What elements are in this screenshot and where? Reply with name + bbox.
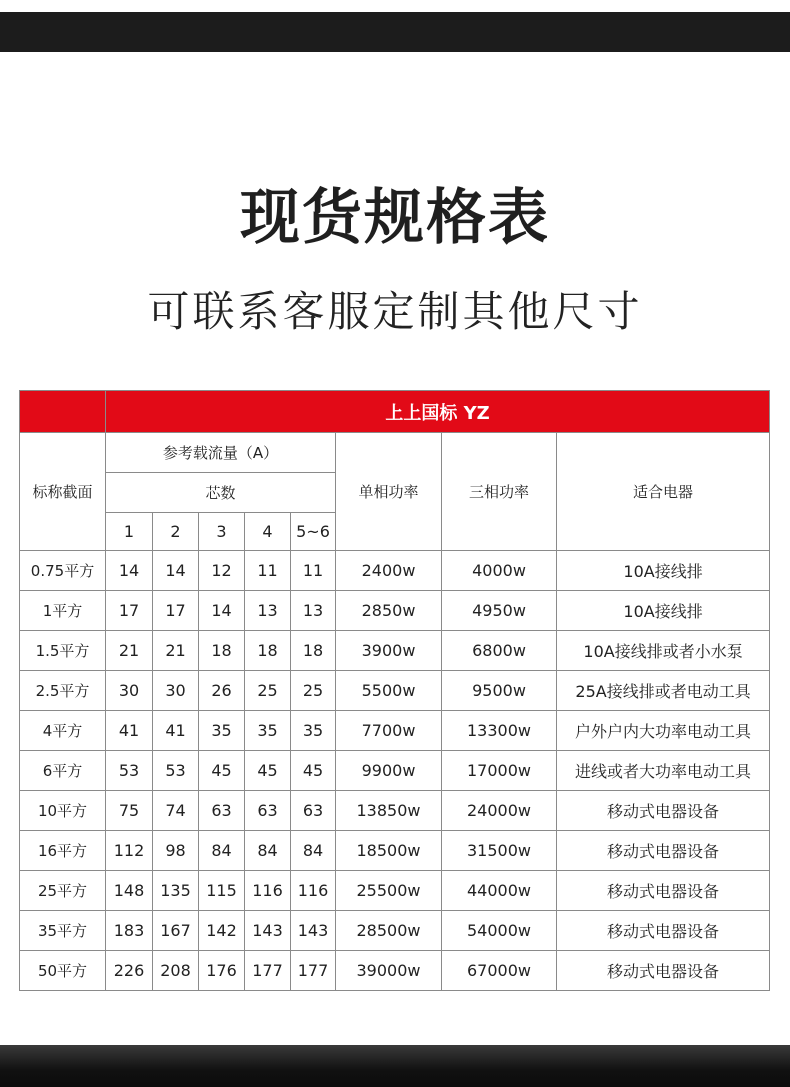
single-phase-cell: 39000w: [336, 951, 442, 991]
table-row: [20, 671, 770, 711]
section-cell: 1.5平方: [20, 631, 106, 671]
current-cell: 17: [153, 591, 199, 631]
current-cell: 143: [291, 911, 336, 951]
current-cell: 63: [199, 791, 245, 831]
current-cell: 12: [199, 551, 245, 591]
current-cell: 30: [153, 671, 199, 711]
appliance-cell: 10A接线排: [557, 591, 770, 631]
page-subtitle: 可联系客服定制其他尺寸: [147, 287, 643, 336]
current-cell: 112: [106, 831, 153, 871]
brand-header-row: [20, 391, 770, 433]
current-cell: 45: [291, 751, 336, 791]
current-cell: 63: [291, 791, 336, 831]
section-cell: 2.5平方: [20, 671, 106, 711]
single-phase-cell: 9900w: [336, 751, 442, 791]
appliance-cell: 25A接线排或者电动工具: [557, 671, 770, 711]
current-cell: 116: [291, 871, 336, 911]
current-cell: 53: [106, 751, 153, 791]
core-count: 1: [106, 513, 153, 551]
current-cell: 143: [245, 911, 291, 951]
current-cell: 177: [245, 951, 291, 991]
table-row: [20, 711, 770, 751]
current-cell: 18: [245, 631, 291, 671]
current-header: 参考载流量（A）: [106, 433, 336, 473]
table-row: [20, 951, 770, 991]
brand-header: 上上国标 YZ: [106, 391, 770, 433]
section-cell: 10平方: [20, 791, 106, 831]
appliance-cell: 10A接线排或者小水泵: [557, 631, 770, 671]
three-phase-header: 三相功率: [442, 433, 557, 551]
current-cell: 135: [153, 871, 199, 911]
three-phase-cell: 24000w: [442, 791, 557, 831]
appliance-cell: 进线或者大功率电动工具: [557, 751, 770, 791]
table-row: [20, 591, 770, 631]
current-cell: 98: [153, 831, 199, 871]
three-phase-cell: 6800w: [442, 631, 557, 671]
single-phase-cell: 3900w: [336, 631, 442, 671]
current-cell: 84: [199, 831, 245, 871]
current-cell: 30: [106, 671, 153, 711]
table-row: [20, 551, 770, 591]
current-cell: 21: [106, 631, 153, 671]
current-cell: 45: [199, 751, 245, 791]
current-cell: 208: [153, 951, 199, 991]
current-cell: 84: [245, 831, 291, 871]
table-row: [20, 631, 770, 671]
single-phase-header: 单相功率: [336, 433, 442, 551]
appliance-cell: 10A接线排: [557, 551, 770, 591]
single-phase-cell: 25500w: [336, 871, 442, 911]
three-phase-cell: 9500w: [442, 671, 557, 711]
current-cell: 75: [106, 791, 153, 831]
top-dark-bar: [0, 0, 790, 52]
current-cell: 13: [245, 591, 291, 631]
appliance-cell: 户外户内大功率电动工具: [557, 711, 770, 751]
current-cell: 63: [245, 791, 291, 831]
single-phase-cell: 2400w: [336, 551, 442, 591]
current-cell: 53: [153, 751, 199, 791]
current-cell: 148: [106, 871, 153, 911]
section-cell: 16平方: [20, 831, 106, 871]
three-phase-cell: 4950w: [442, 591, 557, 631]
current-cell: 116: [245, 871, 291, 911]
current-cell: 25: [291, 671, 336, 711]
cores-header: 芯数: [106, 473, 336, 513]
single-phase-cell: 5500w: [336, 671, 442, 711]
current-cell: 35: [199, 711, 245, 751]
three-phase-cell: 4000w: [442, 551, 557, 591]
current-cell: 14: [106, 551, 153, 591]
current-cell: 14: [199, 591, 245, 631]
current-cell: 74: [153, 791, 199, 831]
three-phase-cell: 67000w: [442, 951, 557, 991]
three-phase-cell: 31500w: [442, 831, 557, 871]
section-cell: 6平方: [20, 751, 106, 791]
appliance-cell: 移动式电器设备: [557, 791, 770, 831]
three-phase-cell: 54000w: [442, 911, 557, 951]
current-cell: 167: [153, 911, 199, 951]
table-row: [20, 831, 770, 871]
section-cell: 1平方: [20, 591, 106, 631]
single-phase-cell: 18500w: [336, 831, 442, 871]
current-cell: 183: [106, 911, 153, 951]
current-cell: 41: [106, 711, 153, 751]
current-cell: 25: [245, 671, 291, 711]
section-cell: 35平方: [20, 911, 106, 951]
single-phase-cell: 7700w: [336, 711, 442, 751]
table-row: [20, 751, 770, 791]
current-cell: 177: [291, 951, 336, 991]
core-count: 4: [245, 513, 291, 551]
section-cell: 50平方: [20, 951, 106, 991]
table-row: [20, 911, 770, 951]
section-cell: 4平方: [20, 711, 106, 751]
current-cell: 18: [199, 631, 245, 671]
header-row-current: [20, 433, 770, 473]
current-cell: 26: [199, 671, 245, 711]
current-cell: 41: [153, 711, 199, 751]
current-cell: 45: [245, 751, 291, 791]
current-cell: 11: [245, 551, 291, 591]
current-cell: 14: [153, 551, 199, 591]
current-cell: 176: [199, 951, 245, 991]
spec-table: [19, 390, 770, 991]
core-count: 5~6: [291, 513, 336, 551]
current-cell: 35: [245, 711, 291, 751]
core-count: 3: [199, 513, 245, 551]
current-cell: 21: [153, 631, 199, 671]
section-header: 标称截面: [20, 433, 106, 551]
appliance-cell: 移动式电器设备: [557, 911, 770, 951]
current-cell: 226: [106, 951, 153, 991]
current-cell: 115: [199, 871, 245, 911]
appliance-header: 适合电器: [557, 433, 770, 551]
table-row: [20, 871, 770, 911]
current-cell: 142: [199, 911, 245, 951]
current-cell: 84: [291, 831, 336, 871]
current-cell: 18: [291, 631, 336, 671]
page-title: 现货规格表: [240, 183, 550, 253]
table-row: [20, 791, 770, 831]
single-phase-cell: 28500w: [336, 911, 442, 951]
single-phase-cell: 13850w: [336, 791, 442, 831]
single-phase-cell: 2850w: [336, 591, 442, 631]
three-phase-cell: 44000w: [442, 871, 557, 911]
current-cell: 11: [291, 551, 336, 591]
current-cell: 17: [106, 591, 153, 631]
appliance-cell: 移动式电器设备: [557, 951, 770, 991]
core-count: 2: [153, 513, 199, 551]
header-corner: [20, 391, 106, 433]
three-phase-cell: 17000w: [442, 751, 557, 791]
current-cell: 35: [291, 711, 336, 751]
bottom-dark-bar: [0, 1045, 790, 1087]
appliance-cell: 移动式电器设备: [557, 871, 770, 911]
three-phase-cell: 13300w: [442, 711, 557, 751]
current-cell: 13: [291, 591, 336, 631]
section-cell: 0.75平方: [20, 551, 106, 591]
appliance-cell: 移动式电器设备: [557, 831, 770, 871]
section-cell: 25平方: [20, 871, 106, 911]
